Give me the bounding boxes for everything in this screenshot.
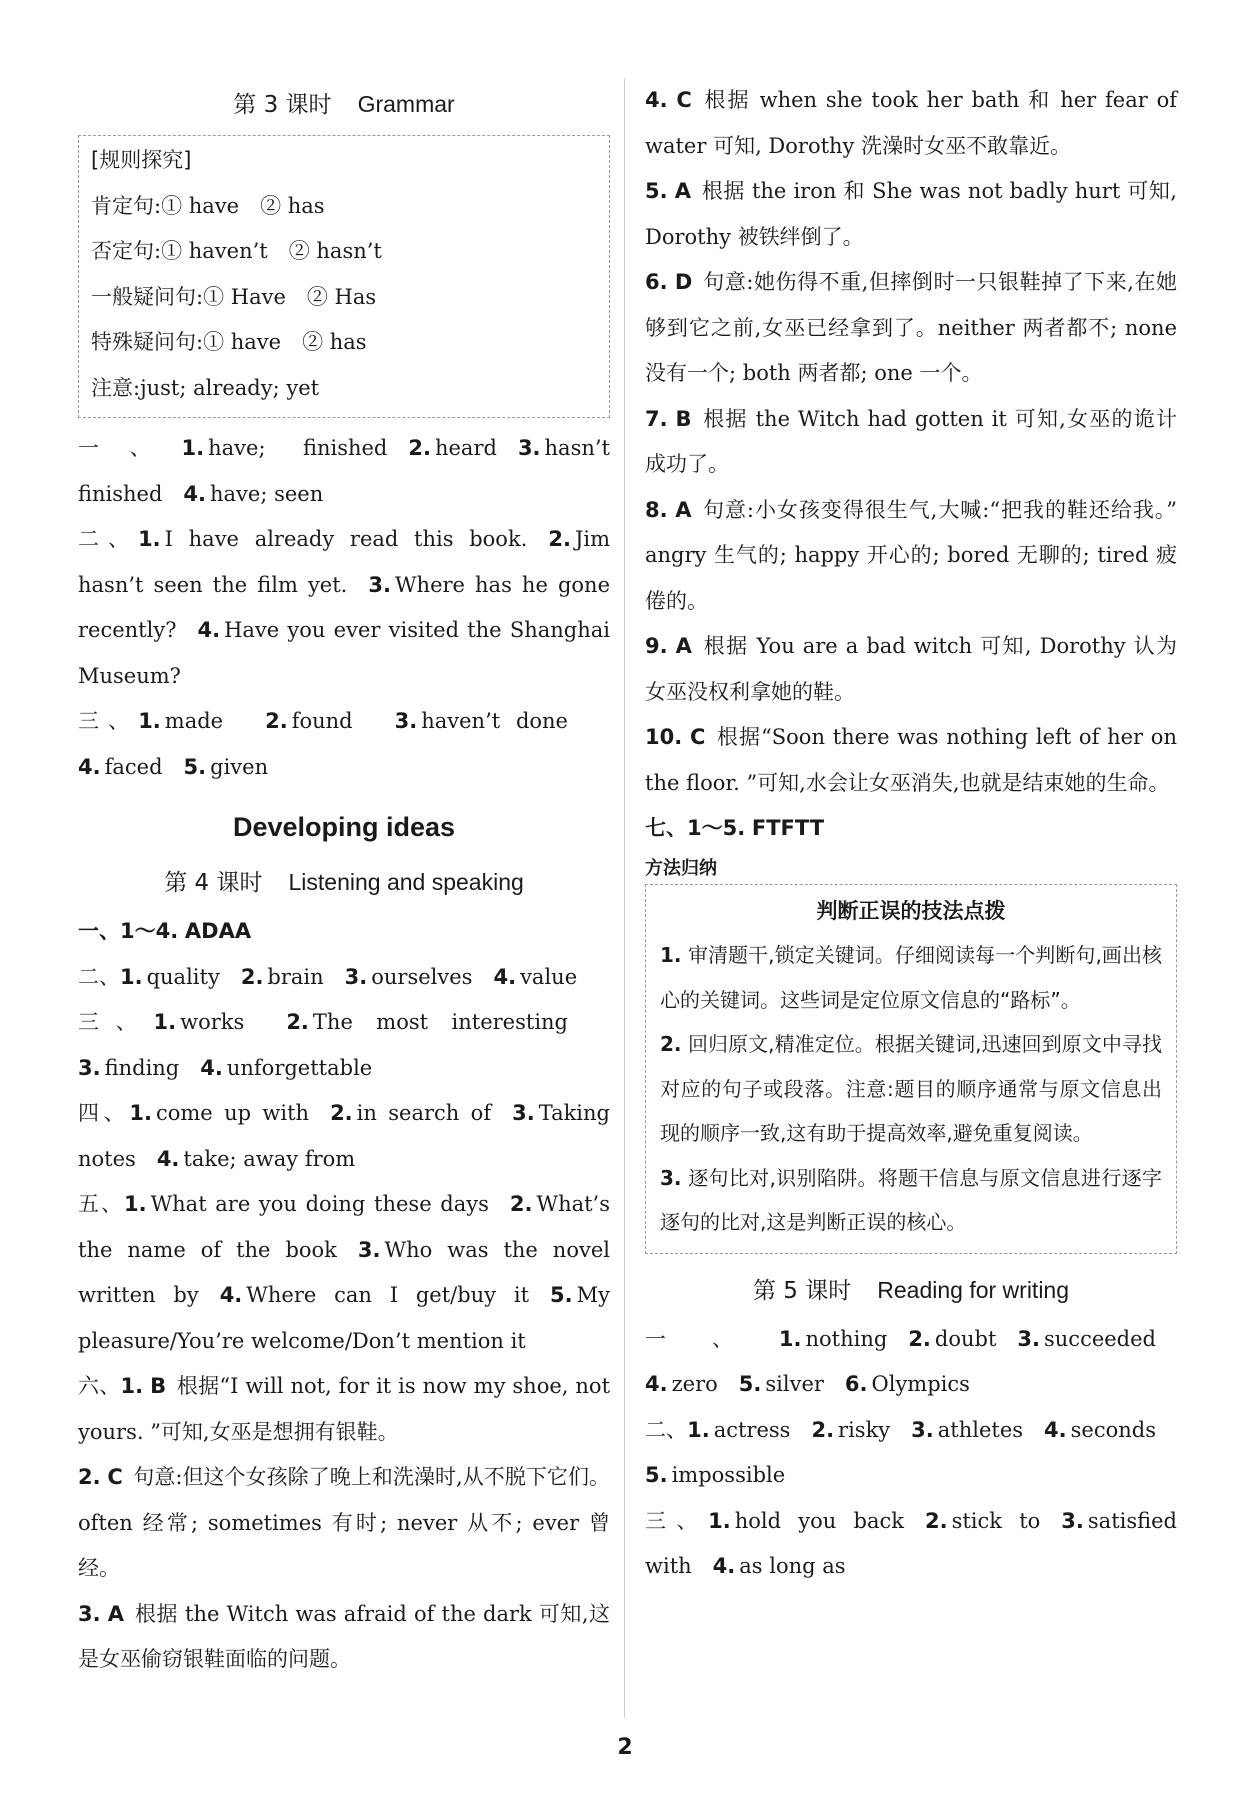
reading-answer: 6. D 句意:她伤得不重,但摔倒时一只银鞋掉了下来,在她够到它之前,女巫已经拿到了。neither 两者都不; none 没有一个; both 两者都; one 一个。 (645, 270, 1177, 385)
rule-line: 一般疑问句:① Have ② Has (91, 284, 377, 309)
lesson-4-title: 第 4 课时 Listening and speaking (164, 869, 524, 896)
grammar-exercise-3: 三、1. made 2. found 3. haven’t done 4. faced 5. given (78, 709, 568, 779)
reading-answer: 9. A 根据 You are a bad witch 可知, Dorothy 认为女巫没权利拿她的鞋。 (645, 634, 1177, 704)
rule-line: 特殊疑问句:① have ② has (91, 330, 367, 354)
writing-exercise-1: 一、1. nothing 2. doubt 3. succeeded 4. zero 5. silver 6. Olympics (645, 1326, 1156, 1396)
reading-answer: 10. C 根据“Soon there was nothing left of her on the floor. ”可知,水会让女巫消失,也就是结束她的生命。 (645, 725, 1177, 795)
reading-answer: 2. C 句意:但这个女孩除了晚上和洗澡时,从不脱下它们。often 经常; sometimes 有时; never 从不; ever 曾经。 (78, 1465, 610, 1580)
listening-exercise-5: 五、1. What are you doing these days 2. What’s the name of the book 3. Who was the novel written by 4. Where can I get/buy it 5. My pleasure/You’re welcome/Don’t mention it (78, 1192, 611, 1353)
rule-line: 否定句:① haven’t ② hasn’t (91, 239, 382, 263)
reading-answer: 六、1. B 根据“I will not, for it is now my shoe, not yours. ”可知,女巫是想拥有银鞋。 (78, 1374, 611, 1444)
page-number: 2 (617, 1735, 633, 1760)
rules-header: [规则探究] (91, 148, 192, 172)
writing-exercise-2: 二、1. actress 2. risky 3. athletes 4. seconds 5. impossible (645, 1417, 1156, 1487)
listening-exercise-1: 一、1～4. ADAA (78, 919, 252, 943)
left-column (78, 78, 610, 1683)
reading-answer: 3. A 根据 the Witch was afraid of the dark 可知,这是女巫偷窃银鞋面临的问题。 (78, 1601, 610, 1671)
column-divider (624, 78, 625, 1718)
method-label: 方法归纳 (645, 857, 717, 879)
method-point: 2. 回归原文,精准定位。根据关键词,迅速回到原文中寻找对应的句子或段落。注意:题目的顺序通常与原文信息出现的顺序一致,这有助于提高效率,避免重复阅读。 (660, 1032, 1163, 1145)
reading-answer: 7. B 根据 the Witch had gotten it 可知,女巫的诡计成功了。 (645, 406, 1177, 476)
listening-exercise-4: 四、1. come up with 2. in search of 3. Taking notes 4. take; away from (78, 1101, 610, 1171)
rule-line: 肯定句:① have ② has (91, 193, 325, 218)
method-point: 1. 审清题干,锁定关键词。仔细阅读每一个判断句,画出核心的关键词。这些词是定位原文信息的“路标”。 (660, 943, 1163, 1012)
grammar-exercise-1: 一、1. have; finished 2. heard 3. hasn’t finished 4. have; seen (78, 436, 610, 506)
method-box (645, 884, 1177, 1254)
reading-answer: 4. C 根据 when she took her bath 和 her fear of water 可知, Dorothy 洗澡时女巫不敢靠近。 (645, 88, 1177, 158)
method-title: 判断正误的技法点拨 (816, 898, 1006, 923)
listening-exercise-2: 二、1. quality 2. brain 3. ourselves 4. value (78, 964, 578, 989)
reading-answer: 5. A 根据 the iron 和 She was not badly hurt 可知, Dorothy 被铁绊倒了。 (645, 179, 1177, 249)
rules-box (78, 135, 610, 418)
writing-exercise-3: 三、1. hold you back 2. stick to 3. satisfied with 4. as long as (645, 1508, 1177, 1578)
rule-line: 注意:just; already; yet (91, 375, 320, 400)
true-false-answers: 七、1～5. FTFTT (645, 816, 825, 840)
section-title: Developing ideas (232, 812, 456, 842)
lesson-5-title: 第 5 课时 Reading for writing (752, 1276, 1070, 1304)
method-point: 3. 逐句比对,识别陷阱。将题干信息与原文信息进行逐字逐句的比对,这是判断正误的核心。 (660, 1165, 1163, 1234)
lesson-3-title: 第 3 课时 Grammar (233, 91, 455, 118)
reading-answer: 8. A 句意:小女孩变得很生气,大喊:“把我的鞋还给我。” angry 生气的; happy 开心的; bored 无聊的; tired 疲倦的。 (645, 497, 1178, 613)
grammar-exercise-2: 二、1. I have already read this book. 2. Jim hasn’t seen the film yet. 3. Where has he gone recently? 4. Have you ever visited the Shanghai Museum? (78, 527, 610, 688)
listening-exercise-3: 三、1. works 2. The most interesting 3. finding 4. unforgettable (78, 1010, 569, 1080)
right-column (645, 78, 1177, 1590)
